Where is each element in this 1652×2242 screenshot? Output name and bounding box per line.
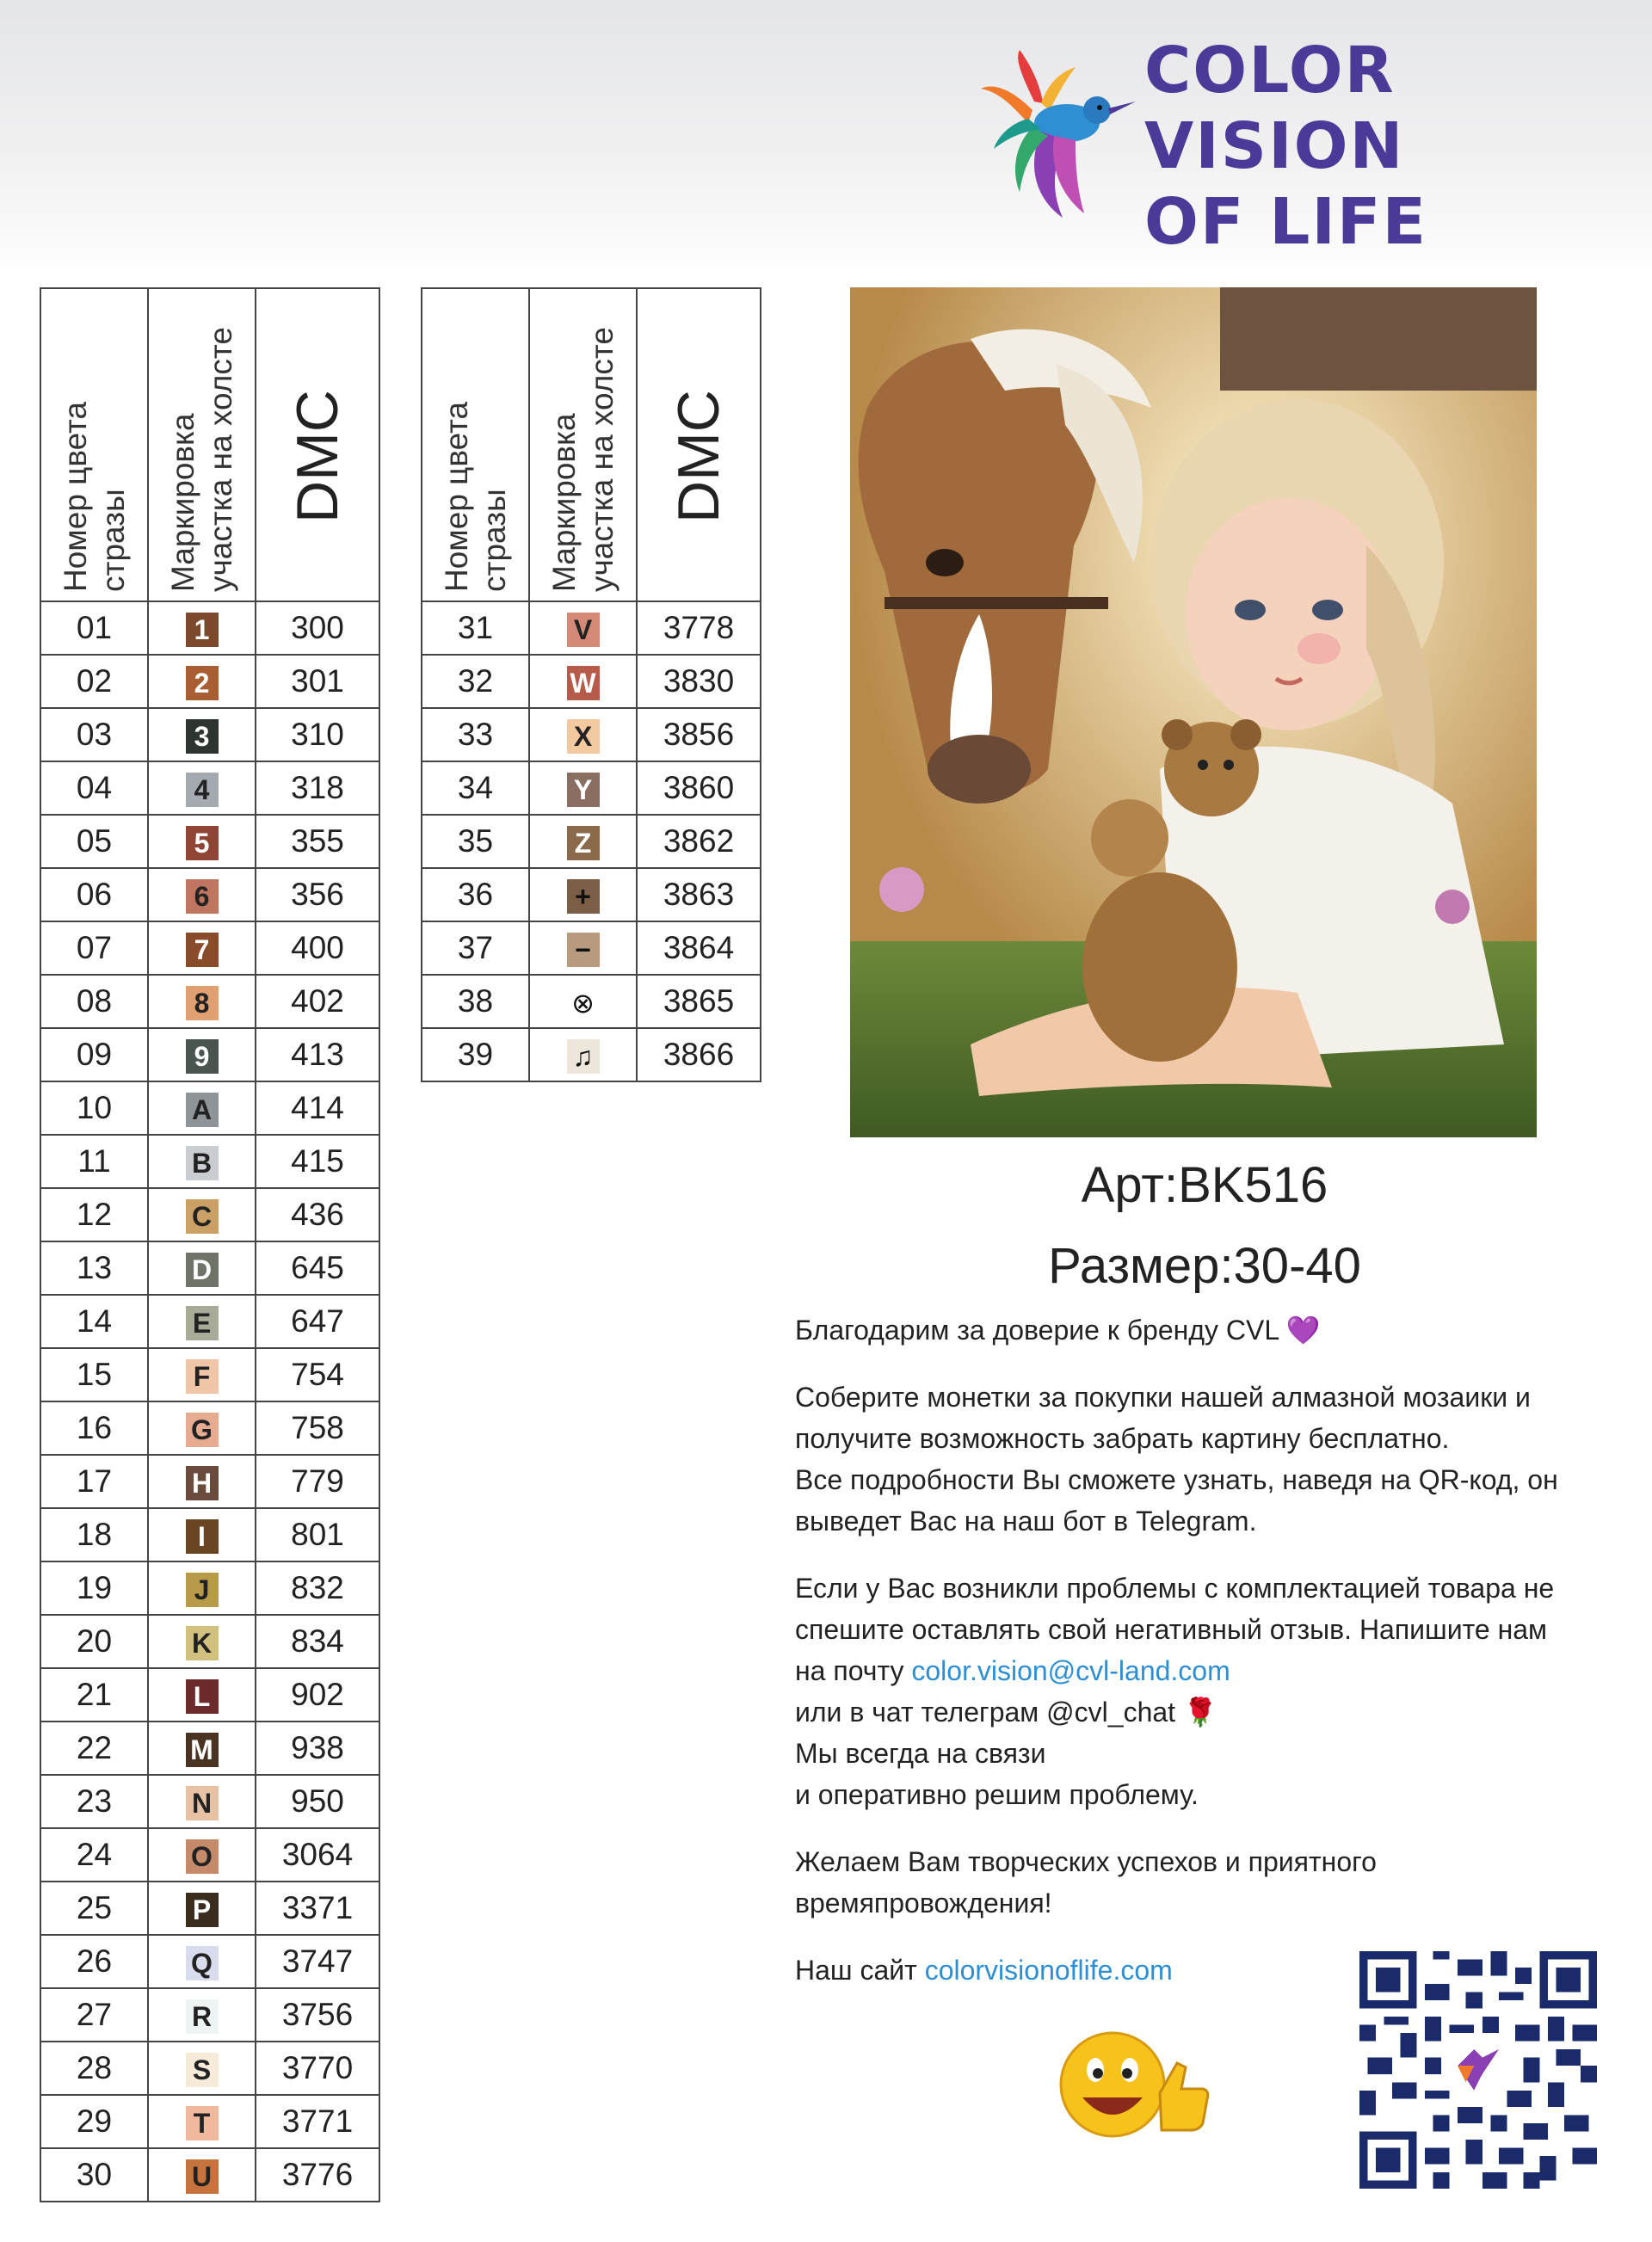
canvas-marking bbox=[148, 2042, 256, 2095]
canvas-marking bbox=[529, 815, 637, 868]
color-legend-table-left bbox=[40, 287, 380, 2202]
canvas-marking bbox=[148, 1615, 256, 1668]
color-number: 33 bbox=[422, 708, 529, 761]
dmc-code: 3770 bbox=[256, 2042, 379, 2095]
dmc-code: 300 bbox=[256, 601, 379, 655]
legend-row bbox=[40, 2148, 379, 2202]
dmc-code: 3866 bbox=[637, 1028, 761, 1081]
header-marking: Маркировка участка на холсте bbox=[529, 288, 637, 601]
color-swatch: T bbox=[186, 2106, 219, 2140]
brand-wordmark bbox=[1144, 33, 1427, 260]
color-swatch: E bbox=[186, 1306, 219, 1340]
color-number: 23 bbox=[40, 1775, 148, 1828]
header-dmc: DMC bbox=[256, 288, 379, 601]
site-link[interactable]: colorvisionoflife.com bbox=[924, 1955, 1173, 1986]
dmc-code: 3771 bbox=[256, 2095, 379, 2148]
color-swatch: F bbox=[186, 1359, 219, 1394]
canvas-marking bbox=[529, 601, 637, 655]
canvas-marking bbox=[148, 1775, 256, 1828]
canvas-marking bbox=[148, 1135, 256, 1188]
canvas-marking bbox=[529, 868, 637, 921]
dmc-code: 3865 bbox=[637, 975, 761, 1028]
color-number: 09 bbox=[40, 1028, 148, 1081]
color-swatch: Q bbox=[186, 1946, 219, 1980]
color-number: 24 bbox=[40, 1828, 148, 1882]
color-number: 10 bbox=[40, 1081, 148, 1135]
legend-row bbox=[40, 1135, 379, 1188]
legend-row bbox=[40, 1722, 379, 1775]
legend-row bbox=[40, 1882, 379, 1935]
coins-paragraph: Соберите монетки за покупки нашей алмазной мозаики и получите возможность забрать картину бесплатно. Все подробности Вы сможете узнать, наведя на QR-код, он выведет Вас на наш бот в Telegram. bbox=[795, 1382, 1558, 1537]
canvas-marking bbox=[148, 1295, 256, 1348]
dmc-code: 938 bbox=[256, 1722, 379, 1775]
color-swatch: 1 bbox=[186, 613, 219, 647]
header-marking: Маркировка участка на холсте bbox=[148, 288, 256, 601]
canvas-marking bbox=[148, 761, 256, 815]
color-number: 14 bbox=[40, 1295, 148, 1348]
dmc-code: 3776 bbox=[256, 2148, 379, 2202]
color-swatch: − bbox=[567, 933, 600, 967]
dmc-code: 301 bbox=[256, 655, 379, 708]
color-number: 25 bbox=[40, 1882, 148, 1935]
legend-row bbox=[40, 655, 379, 708]
dmc-code: 801 bbox=[256, 1508, 379, 1561]
color-number: 08 bbox=[40, 975, 148, 1028]
qr-code-icon[interactable] bbox=[1359, 1951, 1597, 2189]
canvas-marking bbox=[148, 1028, 256, 1081]
canvas-marking bbox=[148, 1241, 256, 1295]
color-swatch: P bbox=[186, 1893, 219, 1927]
color-swatch: C bbox=[186, 1199, 219, 1234]
color-number: 11 bbox=[40, 1135, 148, 1188]
info-text bbox=[795, 1309, 1621, 2017]
color-number: 34 bbox=[422, 761, 529, 815]
canvas-marking bbox=[148, 1561, 256, 1615]
legend-row bbox=[40, 1615, 379, 1668]
color-number: 26 bbox=[40, 1935, 148, 1988]
color-swatch: D bbox=[186, 1253, 219, 1287]
color-number: 21 bbox=[40, 1668, 148, 1722]
color-swatch: 8 bbox=[186, 986, 219, 1020]
email-link[interactable]: color.vision@cvl-land.com bbox=[911, 1655, 1230, 1686]
legend-row bbox=[40, 1828, 379, 1882]
color-swatch: U bbox=[186, 2159, 219, 2194]
color-number: 01 bbox=[40, 601, 148, 655]
dmc-code: 950 bbox=[256, 1775, 379, 1828]
legend-row bbox=[40, 1775, 379, 1828]
canvas-marking bbox=[148, 2148, 256, 2202]
color-swatch: R bbox=[186, 1999, 219, 2034]
dmc-code: 779 bbox=[256, 1455, 379, 1508]
logo-line-3: OF LIFE bbox=[1144, 185, 1428, 259]
dmc-code: 754 bbox=[256, 1348, 379, 1401]
legend-row bbox=[40, 868, 379, 921]
legend-right-body bbox=[422, 601, 761, 1081]
color-number: 37 bbox=[422, 921, 529, 975]
color-number: 32 bbox=[422, 655, 529, 708]
header-number: Номер цвета стразы bbox=[422, 288, 529, 601]
color-number: 27 bbox=[40, 1988, 148, 2042]
color-number: 15 bbox=[40, 1348, 148, 1401]
color-swatch: + bbox=[567, 879, 600, 914]
color-number: 28 bbox=[40, 2042, 148, 2095]
canvas-marking bbox=[148, 975, 256, 1028]
color-number: 35 bbox=[422, 815, 529, 868]
dmc-code: 436 bbox=[256, 1188, 379, 1241]
legend-row bbox=[40, 1508, 379, 1561]
dmc-code: 832 bbox=[256, 1561, 379, 1615]
canvas-marking bbox=[148, 868, 256, 921]
color-swatch: ⊗ bbox=[567, 986, 600, 1020]
canvas-marking bbox=[529, 708, 637, 761]
color-swatch: Y bbox=[567, 773, 600, 807]
legend-row bbox=[422, 601, 761, 655]
canvas-marking bbox=[148, 921, 256, 975]
color-swatch: V bbox=[567, 613, 600, 647]
color-number: 20 bbox=[40, 1615, 148, 1668]
dmc-code: 3863 bbox=[637, 868, 761, 921]
color-number: 16 bbox=[40, 1401, 148, 1455]
canvas-marking bbox=[148, 1722, 256, 1775]
color-swatch: Z bbox=[567, 826, 600, 860]
color-number: 19 bbox=[40, 1561, 148, 1615]
thanks-paragraph: Благодарим за доверие к бренду CVL 💜 bbox=[795, 1315, 1321, 1346]
canvas-marking bbox=[148, 1188, 256, 1241]
dmc-code: 645 bbox=[256, 1241, 379, 1295]
color-number: 39 bbox=[422, 1028, 529, 1081]
legend-row bbox=[40, 1081, 379, 1135]
legend-row bbox=[422, 815, 761, 868]
legend-row bbox=[422, 921, 761, 975]
color-swatch: A bbox=[186, 1093, 219, 1127]
color-swatch: W bbox=[567, 666, 600, 700]
dmc-code: 3856 bbox=[637, 708, 761, 761]
color-swatch: ♫ bbox=[567, 1039, 600, 1074]
dmc-code: 402 bbox=[256, 975, 379, 1028]
canvas-marking bbox=[148, 1828, 256, 1882]
color-number: 36 bbox=[422, 868, 529, 921]
canvas-marking bbox=[148, 2095, 256, 2148]
dmc-code: 318 bbox=[256, 761, 379, 815]
color-swatch: K bbox=[186, 1626, 219, 1660]
canvas-marking bbox=[148, 708, 256, 761]
canvas-marking bbox=[148, 1882, 256, 1935]
legend-row bbox=[40, 815, 379, 868]
dmc-code: 3830 bbox=[637, 655, 761, 708]
legend-row bbox=[422, 655, 761, 708]
canvas-marking bbox=[148, 655, 256, 708]
color-swatch: N bbox=[186, 1786, 219, 1820]
legend-row bbox=[422, 868, 761, 921]
product-picture bbox=[850, 287, 1537, 1137]
color-number: 29 bbox=[40, 2095, 148, 2148]
legend-row bbox=[40, 975, 379, 1028]
color-swatch: G bbox=[186, 1413, 219, 1447]
color-swatch: 3 bbox=[186, 719, 219, 754]
color-swatch: B bbox=[186, 1146, 219, 1180]
canvas-marking bbox=[529, 761, 637, 815]
dmc-code: 3864 bbox=[637, 921, 761, 975]
smiley-thumbs-up-icon bbox=[1057, 2029, 1211, 2140]
dmc-code: 356 bbox=[256, 868, 379, 921]
dmc-code: 3860 bbox=[637, 761, 761, 815]
color-swatch: J bbox=[186, 1573, 219, 1607]
legend-row bbox=[40, 1561, 379, 1615]
color-swatch: 7 bbox=[186, 933, 219, 967]
color-number: 38 bbox=[422, 975, 529, 1028]
dmc-code: 400 bbox=[256, 921, 379, 975]
wish-paragraph: Желаем Вам творческих успехов и приятного времяпровождения! bbox=[795, 1846, 1377, 1919]
dmc-code: 3747 bbox=[256, 1935, 379, 1988]
dmc-code: 3371 bbox=[256, 1882, 379, 1935]
canvas-marking bbox=[148, 1508, 256, 1561]
legend-row bbox=[40, 601, 379, 655]
dmc-code: 647 bbox=[256, 1295, 379, 1348]
color-number: 17 bbox=[40, 1455, 148, 1508]
canvas-marking bbox=[148, 1668, 256, 1722]
color-number: 03 bbox=[40, 708, 148, 761]
legend-row bbox=[40, 1348, 379, 1401]
canvas-marking bbox=[148, 601, 256, 655]
header-dmc: DMC bbox=[637, 288, 761, 601]
legend-row bbox=[40, 761, 379, 815]
legend-row bbox=[40, 2042, 379, 2095]
color-number: 05 bbox=[40, 815, 148, 868]
color-swatch: 6 bbox=[186, 879, 219, 914]
legend-row bbox=[40, 1668, 379, 1722]
legend-row bbox=[422, 1028, 761, 1081]
color-swatch: 4 bbox=[186, 773, 219, 807]
color-number: 02 bbox=[40, 655, 148, 708]
color-swatch: H bbox=[186, 1466, 219, 1500]
legend-row bbox=[40, 708, 379, 761]
legend-row bbox=[40, 1401, 379, 1455]
legend-row bbox=[40, 1988, 379, 2042]
dmc-code: 3756 bbox=[256, 1988, 379, 2042]
color-swatch: X bbox=[567, 719, 600, 754]
color-swatch: O bbox=[186, 1839, 219, 1874]
color-swatch: M bbox=[186, 1733, 219, 1767]
color-number: 22 bbox=[40, 1722, 148, 1775]
canvas-marking bbox=[529, 1028, 637, 1081]
canvas-marking bbox=[148, 815, 256, 868]
color-swatch: 2 bbox=[186, 666, 219, 700]
dmc-code: 414 bbox=[256, 1081, 379, 1135]
dmc-code: 902 bbox=[256, 1668, 379, 1722]
color-number: 31 bbox=[422, 601, 529, 655]
dmc-code: 415 bbox=[256, 1135, 379, 1188]
hummingbird-logo-icon bbox=[981, 50, 1136, 222]
legend-row bbox=[40, 1188, 379, 1241]
canvas-marking bbox=[529, 975, 637, 1028]
color-number: 30 bbox=[40, 2148, 148, 2202]
canvas-marking bbox=[148, 1081, 256, 1135]
header-number: Номер цвета стразы bbox=[40, 288, 148, 601]
color-swatch: I bbox=[186, 1519, 219, 1554]
color-number: 18 bbox=[40, 1508, 148, 1561]
legend-row bbox=[40, 921, 379, 975]
canvas-marking bbox=[148, 1935, 256, 1988]
legend-row bbox=[422, 708, 761, 761]
dmc-code: 355 bbox=[256, 815, 379, 868]
site-paragraph: Наш сайт colorvisionoflife.com bbox=[795, 1955, 1173, 1986]
color-legend-table-right bbox=[421, 287, 761, 1082]
canvas-marking bbox=[148, 1401, 256, 1455]
color-swatch: L bbox=[186, 1679, 219, 1714]
legend-row bbox=[422, 761, 761, 815]
dmc-code: 3064 bbox=[256, 1828, 379, 1882]
legend-left-body bbox=[40, 601, 379, 2202]
product-size: Размер:30-40 bbox=[1048, 1238, 1361, 1294]
legend-row bbox=[40, 1935, 379, 1988]
dmc-code: 834 bbox=[256, 1615, 379, 1668]
canvas-marking bbox=[148, 1348, 256, 1401]
color-number: 13 bbox=[40, 1241, 148, 1295]
legend-row bbox=[40, 1295, 379, 1348]
legend-row bbox=[40, 1455, 379, 1508]
logo-line-1: COLOR bbox=[1144, 34, 1396, 108]
dmc-code: 310 bbox=[256, 708, 379, 761]
legend-row bbox=[40, 1241, 379, 1295]
article-number: Арт:BK516 bbox=[1081, 1157, 1328, 1213]
dmc-code: 413 bbox=[256, 1028, 379, 1081]
color-number: 04 bbox=[40, 761, 148, 815]
logo-line-2: VISION bbox=[1144, 109, 1405, 183]
girl-pony-teddy-illustration bbox=[850, 287, 1537, 1137]
legend-row bbox=[40, 2095, 379, 2148]
canvas-marking bbox=[148, 1455, 256, 1508]
legend-row bbox=[40, 1028, 379, 1081]
color-number: 12 bbox=[40, 1188, 148, 1241]
dmc-code: 758 bbox=[256, 1401, 379, 1455]
problem-paragraph: Если у Вас возникли проблемы с комплектацией товара не спешите оставлять свой негативный отзыв. Напишите нам на почту color.vision@cvl-land.com или в чат телеграм @cvl_chat 🌹 Мы всегда на связи и оперативно решим проблему. bbox=[795, 1573, 1555, 1810]
color-number: 07 bbox=[40, 921, 148, 975]
dmc-code: 3862 bbox=[637, 815, 761, 868]
canvas-marking bbox=[148, 1988, 256, 2042]
canvas-marking bbox=[529, 921, 637, 975]
brand-logo bbox=[981, 33, 1428, 259]
dmc-code: 3778 bbox=[637, 601, 761, 655]
color-swatch: S bbox=[186, 2053, 219, 2087]
color-number: 06 bbox=[40, 868, 148, 921]
color-swatch: 9 bbox=[186, 1039, 219, 1074]
canvas-marking bbox=[529, 655, 637, 708]
color-swatch: 5 bbox=[186, 826, 219, 860]
legend-row bbox=[422, 975, 761, 1028]
